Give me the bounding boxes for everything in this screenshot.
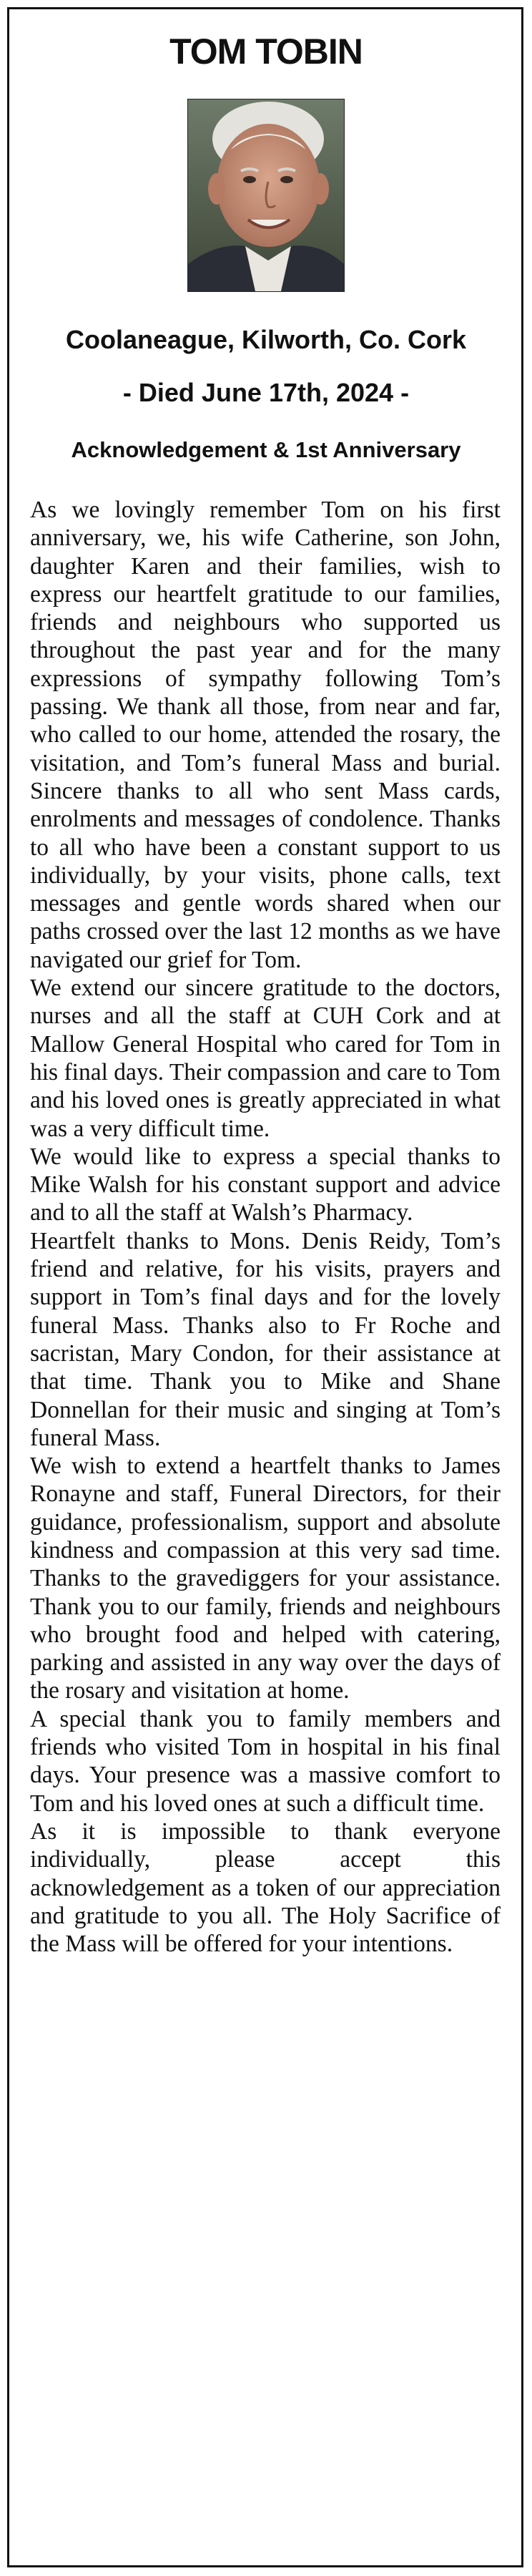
date-of-death: - Died June 17th, 2024 -: [122, 378, 410, 407]
deceased-name: TOM TOBIN: [169, 31, 363, 72]
body-paragraph: As we lovingly remember Tom on his first anniversary, we, his wife Catherine, son John, daughter Karen and their families, wish to express our heartfelt gratitude to our families, friends and neighbours who supported us throughout the past year and for the many expressions of sympathy following Tom’s passing. We thank all those, from near and far, who called to our home, attended the rosary, the visitation, and Tom’s funeral Mass and burial. Sincere thanks to all who sent Mass cards, enrolments and messages of condolence. Thanks to all who have been a constant support to us individually, by your visits, phone calls, text messages and gentle words shared when our paths crossed over the last 12 months as we have navigated our grief for Tom.: [30, 497, 501, 973]
portrait-photo: [187, 99, 345, 292]
body-paragraph: We extend our sincere gratitude to the doctors, nurses and all the staff at CUH Cork and at Mallow General Hospital who cared for Tom in his final days. Their compassion and care to Tom and his loved ones is greatly appreciated in what was a very difficult time.: [30, 975, 501, 1142]
body-paragraph: As it is impossible to thank everyone individually, please accept this acknowledgement as a token of our appreciation and gratitude to you all. The Holy Sacrifice of the Mass will be offered for your intentions.: [30, 1818, 501, 1958]
notice-body: [30, 496, 501, 1958]
location: Coolaneague, Kilworth, Co. Cork: [65, 325, 467, 354]
notice-heading: Acknowledgement & 1st Anniversary: [71, 437, 461, 462]
body-paragraph: We would like to express a special thanks to Mike Walsh for his constant support and advice and to all the staff at Walsh’s Pharmacy.: [30, 1143, 501, 1226]
body-paragraph: Heartfelt thanks to Mons. Denis Reidy, Tom’s friend and relative, for his visits, prayers and support in Tom’s final days and for the lovely funeral Mass. Thanks also to Fr Roche and sacristan, Mary Condon, for their assistance at that time. Thank you to Mike and Shane Donnellan for their music and singing at Tom’s funeral Mass.: [30, 1227, 501, 1451]
body-paragraph: A special thank you to family members and friends who visited Tom in hospital in his final days. Your presence was a massive comfort to Tom and his loved ones at such a difficult time.: [30, 1705, 501, 1817]
body-paragraph: We wish to extend a heartfelt thanks to James Ronayne and staff, Funeral Directors, for their guidance, professionalism, support and absolute kindness and compassion at this very sad time. Thanks to the gravediggers for your assistance. Thank you to our family, friends and neighbours who brought food and helped with catering, parking and assisted in any way over the days of the rosary and visitation at home.: [30, 1453, 501, 1704]
